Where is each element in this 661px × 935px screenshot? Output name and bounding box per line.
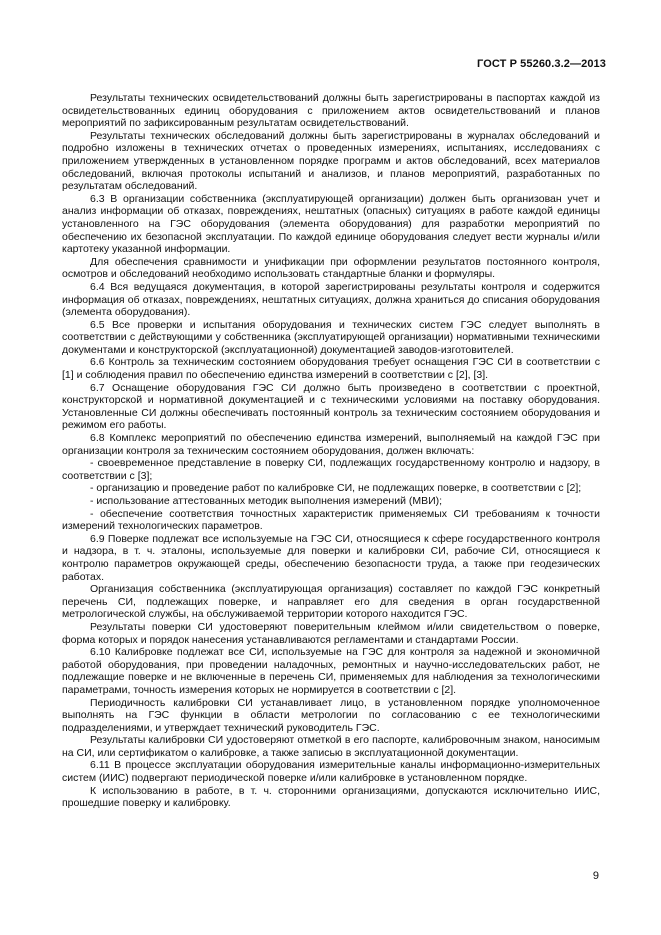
paragraph: 6.3 В организации собственника (эксплуатирующей организации) должен быть организован учет и анализ информации об отказах, повреждениях, нештатных (опасных) ситуациях в работе каждой единицы установленного на ГЭС оборудования (элемента оборудования) для разработки мероприятий по обеспечению их безопасной эксплуатации. По каждой единице оборудования следует вести журналы и/или картотеку указанной информации. <box>62 192 600 256</box>
paragraph: 6.7 Оснащение оборудования ГЭС СИ должно быть произведено в соответствии с проектной, конструкторской и нормативной документацией и с техническими условиями на поставку оборудования. Установленные СИ должны обеспечивать постоянный контроль за техническим состоянием оборудования и режимом его работы. <box>62 381 600 432</box>
list-item: - своевременное представление в поверку СИ, подлежащих государственному контролю и надзору, в соответствии с [3]; <box>62 457 600 482</box>
paragraph: Для обеспечения сравнимости и унификации при оформлении результатов постоянного контроля, осмотров и обследований необходимо использовать стандартные бланки и формуляры. <box>62 255 600 281</box>
page-number: 9 <box>592 870 599 882</box>
paragraph: 6.11 В процессе эксплуатации оборудования измерительные каналы информационно-измерительных систем (ИИС) подвергают периодической поверке и/или калибровке в установленном порядке. <box>62 759 600 785</box>
list-item: - обеспечение соответствия точностных характеристик применяемых СИ требованиям к точности измерений технологических параметров. <box>62 507 600 533</box>
paragraph: 6.8 Комплекс мероприятий по обеспечению единства измерений, выполняемый на каждой ГЭС при организации контроля за техническим состоянием оборудования, должен включать: <box>62 432 600 457</box>
document-body <box>62 92 600 810</box>
paragraph: Результаты поверки СИ удостоверяют поверительным клеймом и/или свидетельством о поверке, форма которых и порядок нанесения устанавливаются регламентами и стандартами России. <box>62 620 600 646</box>
paragraph: Организация собственника (эксплуатирующая организация) составляет по каждой ГЭС конкретный перечень СИ, подлежащих поверке, и направляет его для сведения в орган государственной метрологической службы, на обслуживаемой территории которого находится ГЭС. <box>62 583 600 621</box>
paragraph: Результаты калибровки СИ удостоверяют отметкой в его паспорте, калибровочным знаком, наносимым на СИ, или сертификатом о калибровке, а также записью в эксплуатационной документации. <box>62 734 600 759</box>
list-item: - использование аттестованных методик выполнения измерений (МВИ); <box>90 495 443 507</box>
paragraph: Результаты технических освидетельствований должны быть зарегистрированы в паспортах каждой из освидетельствованных единиц оборудования с приложением актов освидетельствований и планов мероприятий по зафиксированным результатам освидетельствований. <box>62 92 600 130</box>
list-item: - организацию и проведение работ по калибровке СИ, не подлежащих поверке, в соответствии с [2]; <box>90 482 582 495</box>
paragraph: 6.10 Калибровке подлежат все СИ, используемые на ГЭС для контроля за надежной и экономичной работой оборудования, при проведении наладочных, ремонтных и научно-исследовательских работ, не подлежащие поверке и не включенные в перечень СИ, применяемых для наблюдения за технологическими параметрами, точность измерения которых не нормируется в соответствии с [2]. <box>62 646 600 696</box>
paragraph: 6.9 Поверке подлежат все используемые на ГЭС СИ, относящиеся к сфере государственного контроля и надзора, в т. ч. эталоны, используемые для поверки и калибровки СИ, рабочие СИ, относящиеся к контролю параметров окружающей среды, обеспечению безопасности труда, а также при геодезических работах. <box>62 532 600 583</box>
paragraph: Периодичность калибровки СИ устанавливает лицо, в установленном порядке уполномоченное выполнять на ГЭС функции в области метрологии по согласованию с ее технологическими подразделениями, и утверждает технический руководитель ГЭС. <box>62 696 600 734</box>
paragraph: 6.4 Вся ведущаяся документация, в которой зарегистрированы результаты контроля и содержится информация об отказах, повреждениях, нештатных ситуациях, должна храниться до списания оборудования (элемента оборудования). <box>62 280 600 319</box>
paragraph: К использованию в работе, в т. ч. сторонними организациями, допускаются исключительно ИИС, прошедшие поверку и калибровку. <box>62 784 600 810</box>
paragraph: 6.6 Контроль за техническим состоянием оборудования требует оснащения ГЭС СИ в соответствии с [1] и соблюдения правил по обеспечению единства измерений в соответствии с [2], [3]. <box>62 356 600 382</box>
paragraph: 6.5 Все проверки и испытания оборудования и технических систем ГЭС следует выполнять в соответствии с действующими у собственника (эксплуатирующей организации) нормативными техническими документами и конструкторской (эксплуатационной) документацией заводов-изготовителей. <box>62 318 600 356</box>
document-code-header: ГОСТ Р 55260.3.2—2013 <box>477 58 606 70</box>
paragraph: Результаты технических обследований должны быть зарегистрированы в журналах обследований и подробно изложены в технических отчетах о проведенных измерениях, испытаниях, исследованиях с приложением утвержденных в установленном порядке программ и актов обследований, всех материалов обследований, включая протоколы испытаний и анализов, и планов мероприятий, разработанных по результатам обследований. <box>62 129 600 193</box>
